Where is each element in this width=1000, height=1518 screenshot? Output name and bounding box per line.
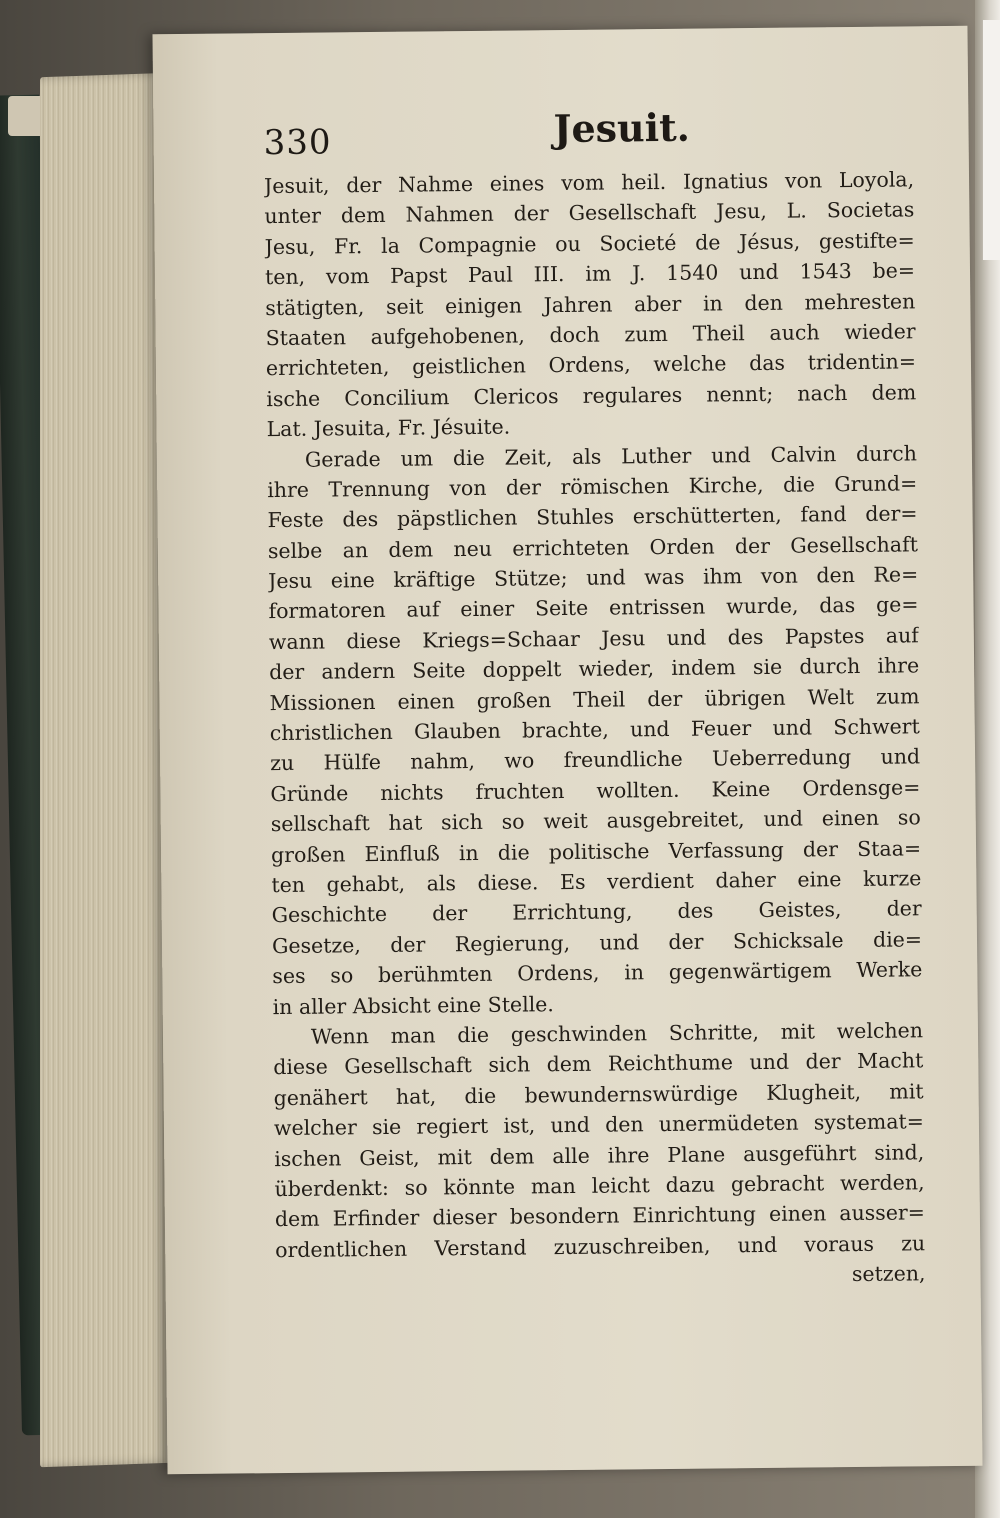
text-line: Lat. Jesuita, Fr. Jésuite. <box>266 414 511 442</box>
text-line: ischen Geist, mit dem alle ihre Plane ausgeführt sind, <box>274 1139 925 1171</box>
text-line: Staaten aufgehobenen, doch zum Theil auch wieder <box>265 319 916 351</box>
text-line: formatoren auf einer Seite entrissen wurde, das ge= <box>268 592 919 624</box>
text-line: Gründe nichts fruchten wollten. Keine Ordensge= <box>270 775 921 806</box>
text-line: Gesetze, der Regierung, und der Schicksale die= <box>271 927 923 958</box>
catchword: setzen, <box>851 1261 926 1287</box>
text-line: der andern Seite doppelt wieder, indem sie durch ihre <box>269 653 920 685</box>
page-header <box>263 98 924 165</box>
text-line: diese Gesellschaft sich dem Reichthume und der Macht <box>273 1048 924 1080</box>
text-line: ten gehabt, als diese. Es verdient daher eine kurze <box>271 866 922 898</box>
text-line: zu Hülfe nahm, wo freundliche Ueberredung und <box>269 744 921 776</box>
text-line: welcher sie regiert ist, und den unermüdeten systemat= <box>273 1109 925 1141</box>
text-line: ordentlichen Verstand zuzuschreiben, und voraus zu <box>275 1230 926 1262</box>
text-line: großen Einfluß in die politische Verfassung der Staa= <box>270 835 922 867</box>
text-line: Gerade um die Zeit, als Luther und Calvin durch <box>304 440 918 472</box>
text-line: stätigten, seit einigen Jahren aber in den mehresten <box>265 288 916 320</box>
text-line: Jesu eine kräftige Stütze; und was ihm von den Re= <box>268 562 919 594</box>
text-line: selbe an dem neu errichteten Orden der Gesellschaft <box>267 532 918 563</box>
text-line: genähert hat, die bewundernswürdige Klugheit, mit <box>273 1079 924 1110</box>
text-line: sellschaft hat sich so weit ausgebreitet, und einen so <box>270 805 921 837</box>
text-line: Missionen einen großen Theil der übrigen Welt zum <box>269 683 920 715</box>
text-line: ihre Trennung von der römischen Kirche, die Grund= <box>267 471 918 503</box>
text-line: dem Erfinder dieser besondern Einrichtung einen ausser= <box>274 1200 925 1232</box>
running-head: Jesuit. <box>553 104 691 152</box>
text-line: in aller Absicht eine Stelle. <box>272 991 555 1019</box>
text-line: Geschichte der Errichtung, des Geistes, der <box>271 896 922 928</box>
text-line: ten, vom Papst Paul III. im J. 1540 und 1543 be= <box>264 258 916 290</box>
page-edges <box>40 73 170 1468</box>
text-line: unter dem Nahmen der Gesellschaft Jesu, L. Societas <box>264 197 915 229</box>
page-number: 330 <box>263 122 332 164</box>
text-line: Jesu, Fr. la Compagnie ou Societé de Jésus, gestifte= <box>264 228 915 259</box>
paper-slip <box>982 20 1000 260</box>
body-text <box>264 164 926 1295</box>
text-line: christlichen Glauben brachte, und Feuer und Schwert <box>269 714 920 746</box>
book-page <box>152 26 982 1474</box>
text-line: wann diese Kriegs=Schaar Jesu und des Papstes auf <box>268 623 919 654</box>
text-line: ses so berühmten Ordens, in gegenwärtigem Werke <box>272 957 923 989</box>
text-line: Feste des päpstlichen Stuhles erschütterten, fand der= <box>267 501 918 533</box>
text-line: ische Concilium Clericos regulares nennt; nach dem <box>266 380 917 411</box>
text-line: überdenkt: so könnte man leicht dazu gebracht werden, <box>274 1170 925 1201</box>
text-line: Jesuit, der Nahme eines vom heil. Ignatius von Loyola, <box>263 167 915 199</box>
text-line: Wenn man die geschwinden Schritte, mit welchen <box>310 1018 924 1049</box>
text-line: errichteten, geistlichen Ordens, welche das tridentin= <box>265 349 917 381</box>
